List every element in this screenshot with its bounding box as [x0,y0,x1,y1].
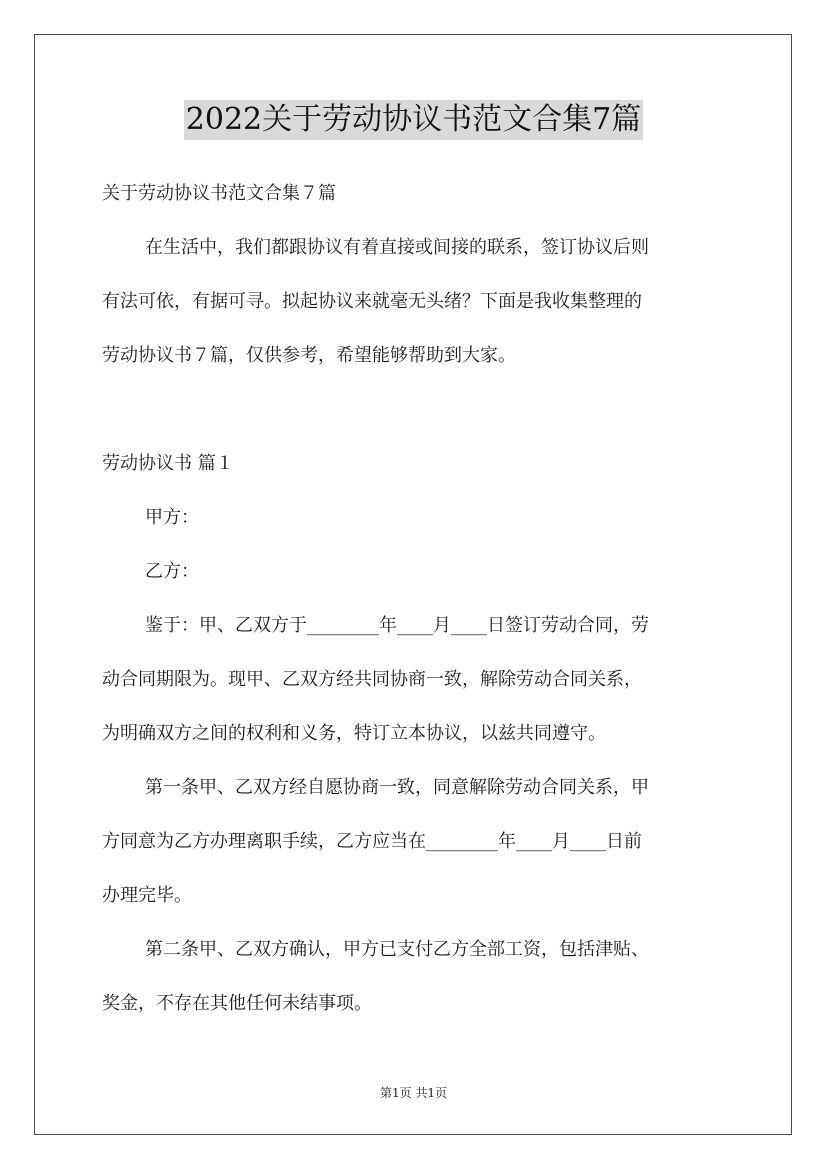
para3-line-1: 第二条甲、乙双方确认，甲方已支付乙方全部工资，包括津贴、 [145,939,649,960]
para2-line-2: 方同意为乙方办理离职手续，乙方应当在________年____月____日前 [102,831,642,852]
para1-line-2: 动合同期限为。现甲、乙双方经共同协商一致，解除劳动合同关系， [102,669,642,690]
section-heading: 劳动协议书 篇１ [102,453,234,474]
page-footer: 第1页 共1页 [379,1086,448,1100]
para2-line-3: 办理完毕。 [102,885,192,906]
document-subtitle: 关于劳动协议书范文合集７篇 [102,183,336,204]
para1-line-1: 鉴于：甲、乙双方于________年____月____日签订劳动合同，劳 [145,615,649,636]
para3-line-2: 奖金，不存在其他任何未结事项。 [102,993,372,1014]
title-container [0,100,827,140]
party-a-label: 甲方： [145,507,199,528]
document-title: 2022关于劳动协议书范文合集7篇 [184,100,643,140]
intro-line-3: 劳动协议书７篇，仅供参考，希望能够帮助到大家。 [102,345,516,366]
intro-line-1: 在生活中，我们都跟协议有着直接或间接的联系，签订协议后则 [145,237,649,258]
intro-line-2: 有法可依，有据可寻。拟起协议来就毫无头绪？下面是我收集整理的 [102,291,642,312]
para1-line-3: 为明确双方之间的权利和义务，特订立本协议，以兹共同遵守。 [102,723,606,744]
party-b-label: 乙方： [145,561,199,582]
para2-line-1: 第一条甲、乙双方经自愿协商一致，同意解除劳动合同关系，甲 [145,777,649,798]
